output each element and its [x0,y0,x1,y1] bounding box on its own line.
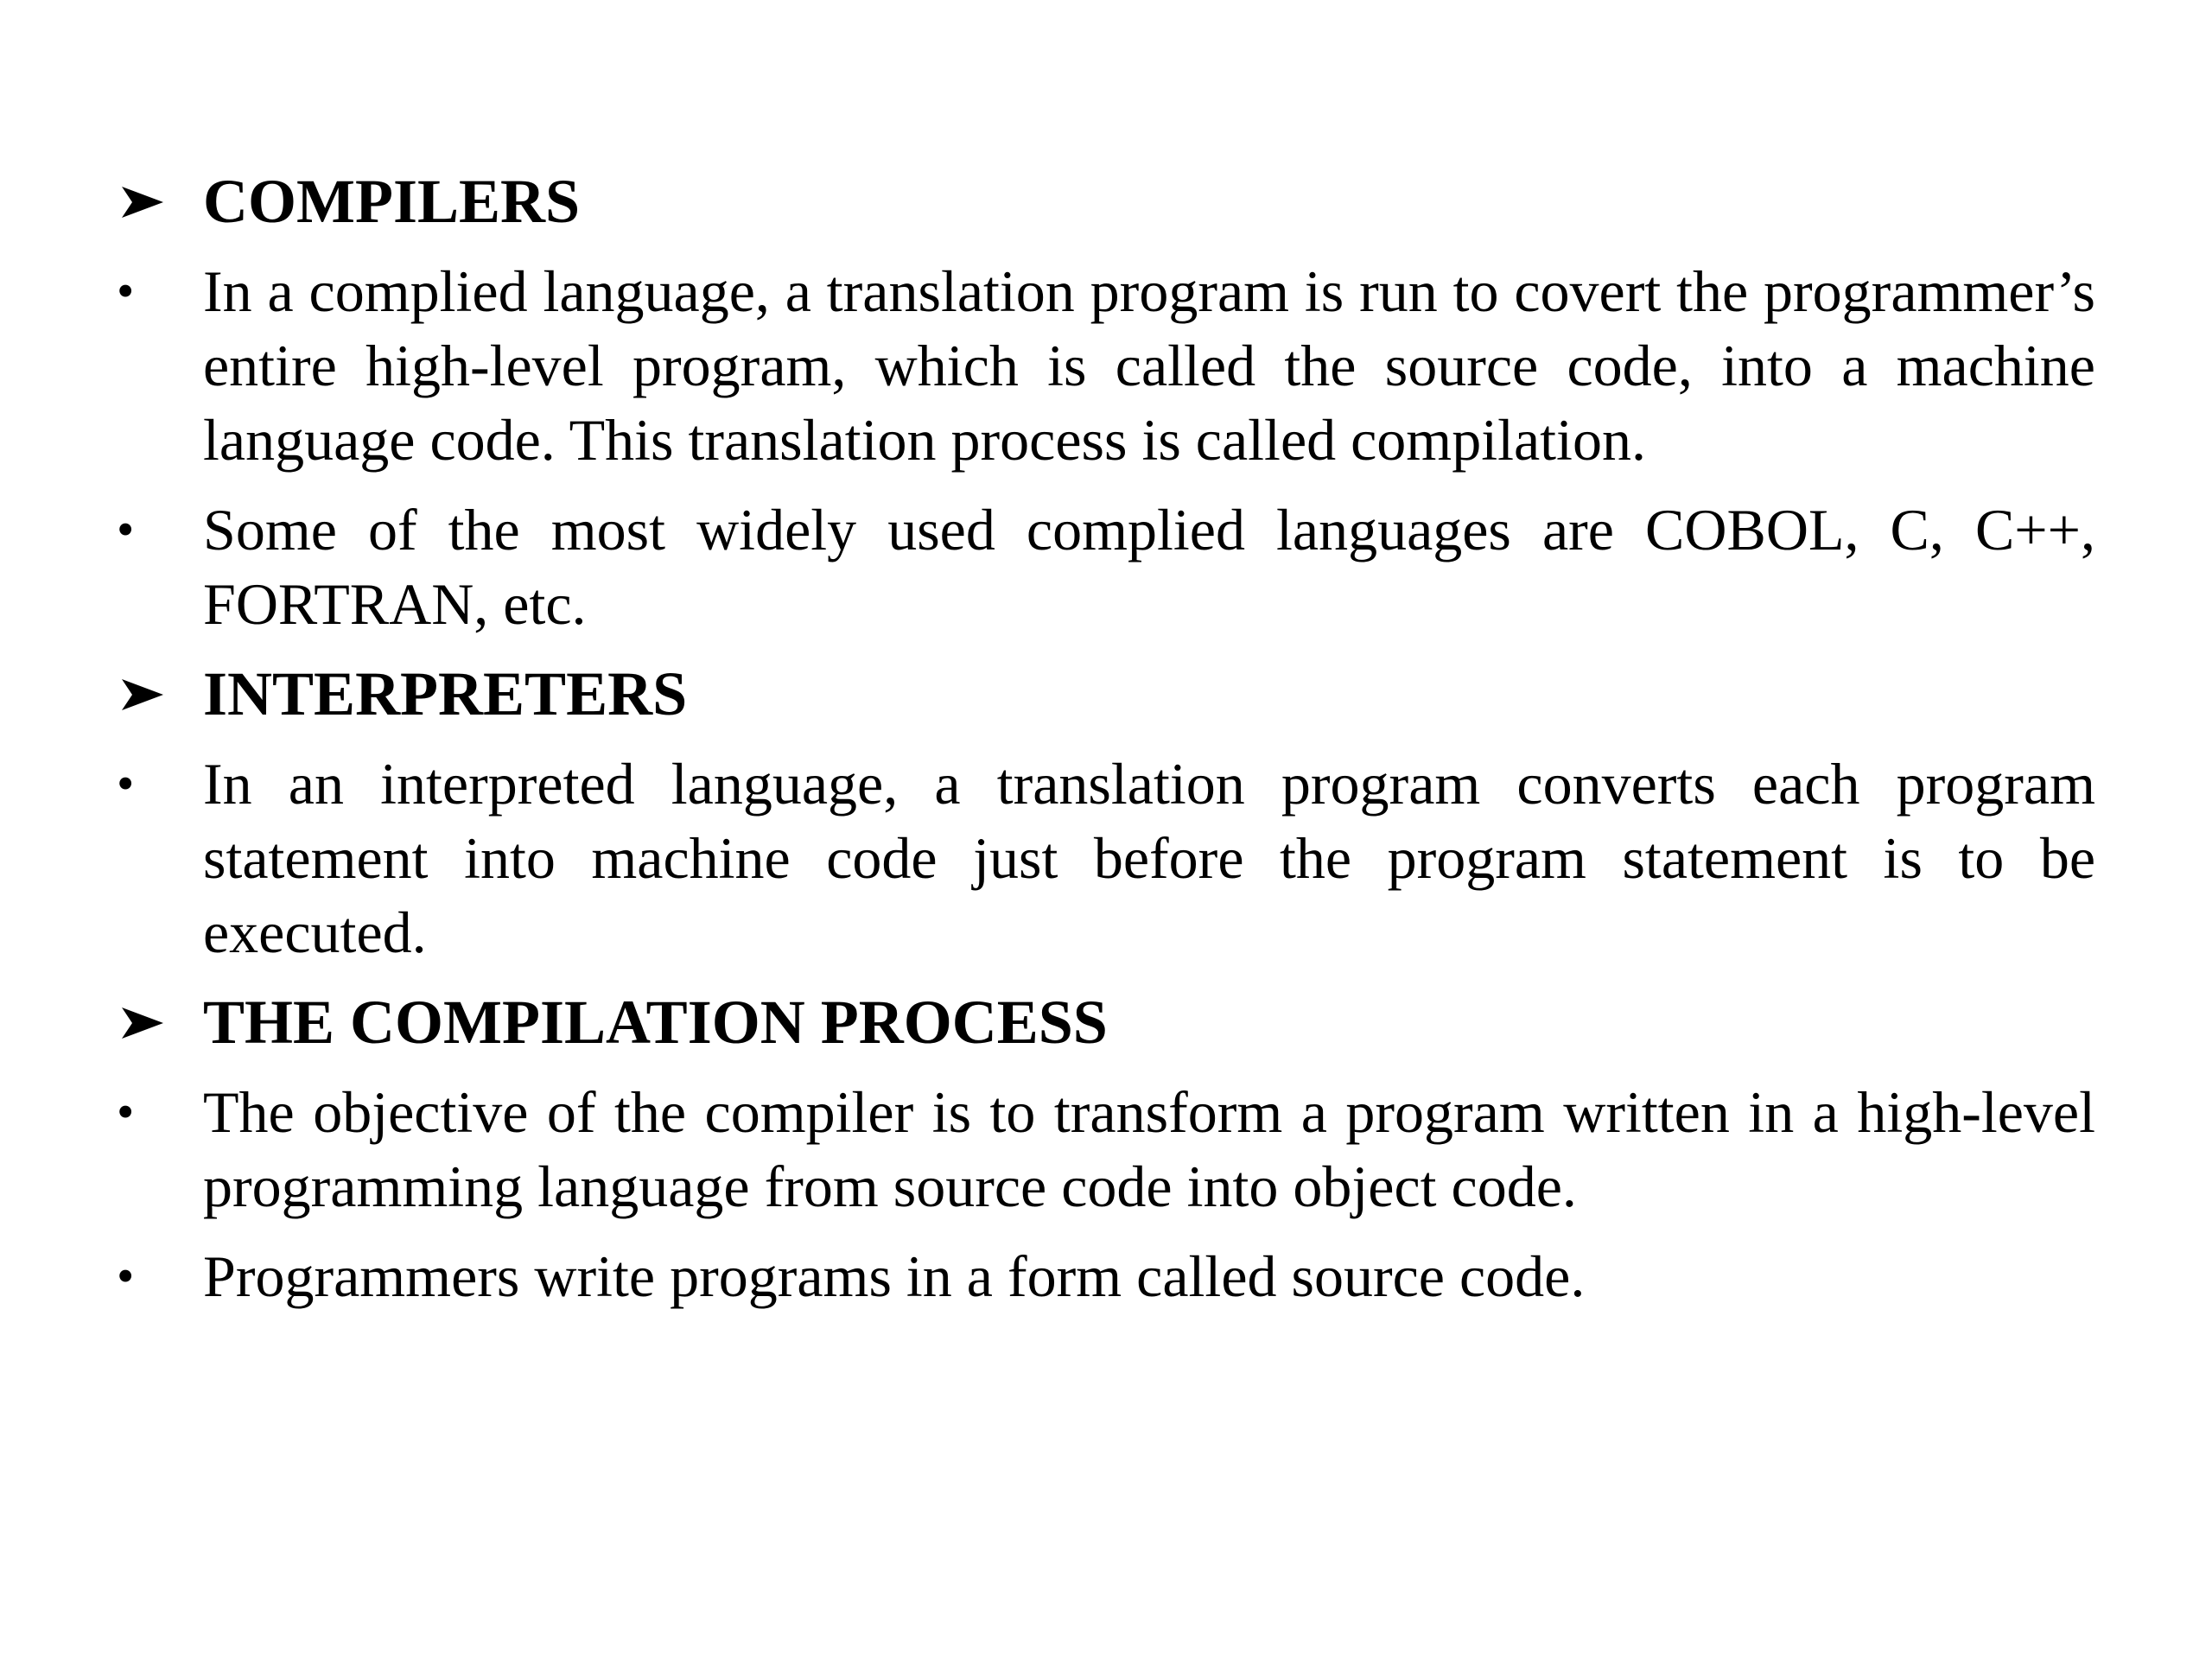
arrowhead-bullet-icon [117,985,168,1059]
bullet-text: The objective of the compiler is to transform a program written in a high-level programming language from source code into object code. [203,1079,2095,1219]
section-heading-text: COMPILERS [203,167,581,236]
bullet-item [117,254,2095,477]
bullet-text: Some of the most widely used complied languages are COBOL, C, C++, FORTRAN, etc. [203,497,2095,637]
bullet-dot: • [117,263,135,319]
section-heading-compilers [117,164,2095,238]
bullet-item [117,747,2095,969]
bullet-dot: • [117,755,135,811]
bullet-text: In an interpreted language, a translation program converts each program statement into machine code just before the program statement is to be executed. [203,751,2095,965]
section-heading-compilation-process [117,985,2095,1059]
bullet-dot: • [117,501,135,557]
bullet-text: Programmers write programs in a form called source code. [203,1243,1586,1309]
bullet-item [117,1239,2095,1313]
arrowhead-bullet-icon [117,657,168,731]
bullet-text: In a complied language, a translation program is run to covert the programmer’s entire high-level program, which is called the source code, into a machine language code. This translation process is called compilation. [203,258,2095,473]
bullet-dot: • [117,1248,135,1304]
arrowhead-bullet-icon [117,164,168,238]
section-heading-text: THE COMPILATION PROCESS [203,988,1108,1057]
section-heading-text: INTERPRETERS [203,659,688,728]
section-heading-interpreters [117,657,2095,731]
slide-content [117,164,2095,1329]
bullet-item [117,1075,2095,1224]
bullet-item [117,493,2095,641]
bullet-dot: • [117,1084,135,1140]
